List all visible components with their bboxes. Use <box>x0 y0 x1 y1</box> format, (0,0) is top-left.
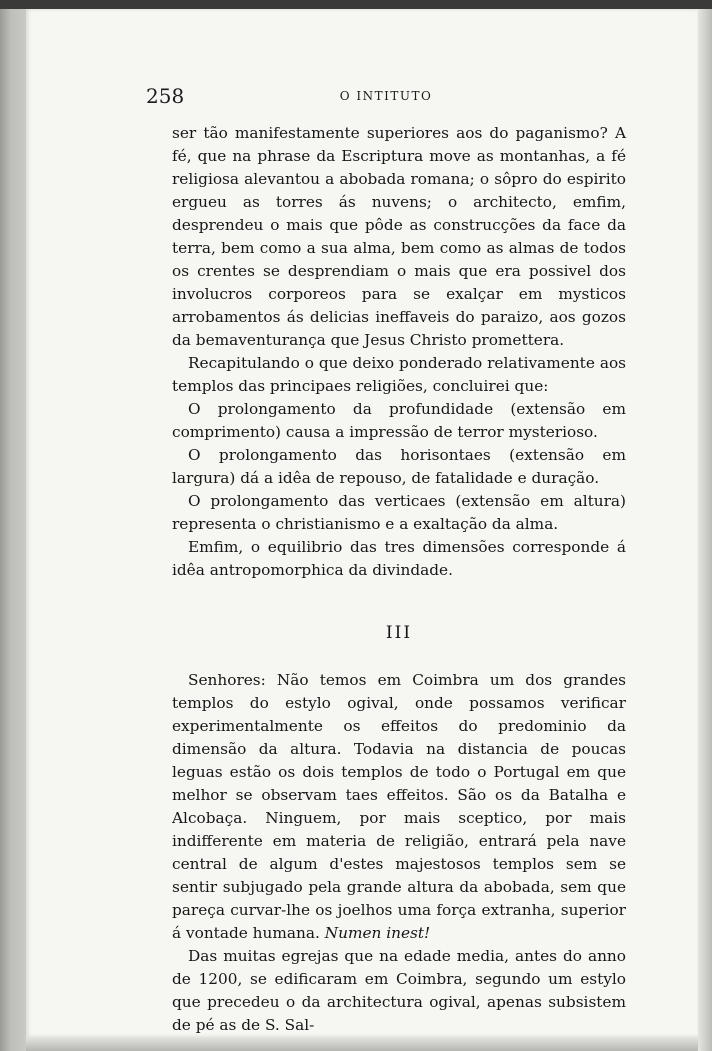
body-text <box>172 122 626 1037</box>
paragraph-profundidade: O prolongamento da profundidade (extensão em comprimento) causa a impressão de terror mysterioso. <box>172 400 626 441</box>
paragraph-emfim: Emfim, o equilibrio das tres dimensões corresponde á idêa antropomorphica da divindade. <box>172 538 626 579</box>
paragraph-senhores-text: Senhores: Não temos em Coimbra um dos grandes templos do estylo ogival, onde possamos verificar experimentalmente os effeitos do predominio da dimensão da altura. Todavia na distancia de poucas leguas estão os dois templos de todo o Portugal em que melhor se observam taes effeitos. São os da Batalha e Alcobaça. Ninguem, por mais sceptico, por mais indifferente em materia de religião, entrará pela nave central de algum d'estes majestosos templos sem se sentir subjugado pela grande altura da abobada, sem que pareça curvar-lhe os joelhos uma força extranha, superior á vontade humana. <box>172 671 626 942</box>
book-binding-edge <box>0 9 26 1051</box>
page-bottom-edge <box>26 1037 698 1051</box>
paragraph-recapitulando: Recapitulando o que deixo ponderado relativamente aos templos das principaes religiões, concluirei que: <box>172 354 626 395</box>
paragraph-continuation: ser tão manifestamente superiores aos do paganismo? A fé, que na phrase da Escriptura move as montanhas, a fé religiosa alevantou a abobada romana; o sôpro do espirito ergueu as torres ás nuvens; o architecto, emfim, desprendeu o mais que pôde as construcções da face da terra, bem como a sua alma, bem como as almas de todos os crentes se desprendiam o mais que era possivel dos involucros corporeos para se exalçar em mysticos arrobamentos ás delicias ineffaveis do paraizo, aos gozos da bemaventurança que Jesus Christo promettera. <box>172 124 626 349</box>
paragraph-egrejas: Das muitas egrejas que na edade media, antes do anno de 1200, se edificaram em Coimbra, segundo um estylo que precedeu o da architectura ogival, apenas subsistem de pé as de S. Sal- <box>172 947 626 1034</box>
page-right-edge <box>698 9 712 1051</box>
paragraph-horisontaes: O prolongamento das horisontaes (extensão em largura) dá a idêa de repouso, de fatalidade e duração. <box>172 446 626 487</box>
scanner-top-edge <box>0 0 712 9</box>
paragraph-senhores <box>172 669 626 945</box>
page-header <box>146 84 626 112</box>
page-number: 258 <box>146 84 185 108</box>
section-heading: III <box>385 623 413 643</box>
latin-phrase: Numen inest! <box>324 924 431 942</box>
running-title: O INTITUTO <box>339 89 433 103</box>
paragraph-verticaes: O prolongamento das verticaes (extensão em altura) representa o christianismo e a exaltação da alma. <box>172 492 626 533</box>
